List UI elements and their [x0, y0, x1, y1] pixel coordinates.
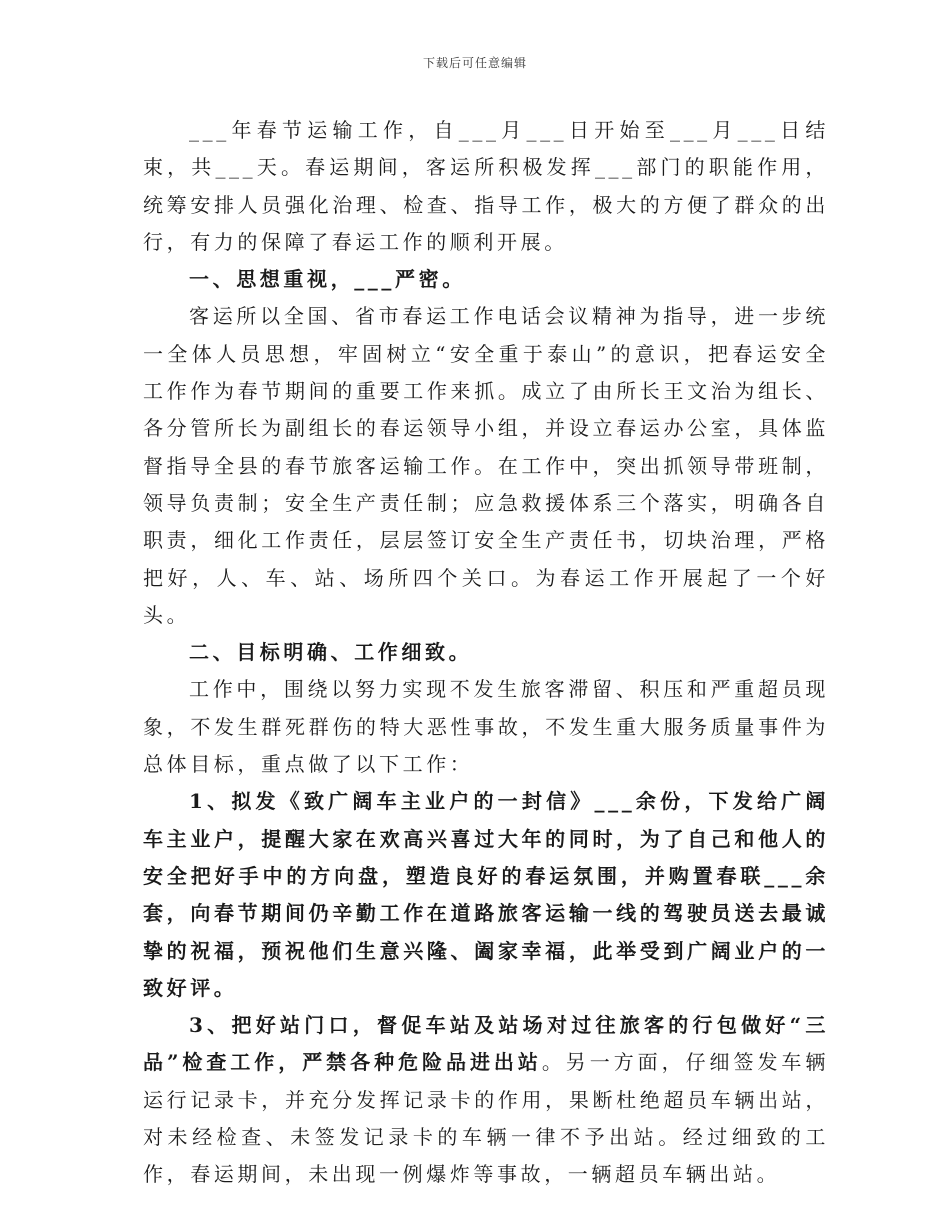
item-3-normal-text: 。另一方面，仔细签发车辆运行记录卡，并充分发挥记录卡的作用，果断杜绝超员车辆出站，对未经检查、未签发记录卡的车辆一律不予出站。经过细致的工作，春运期间，未出现一例爆炸等事故，一辆超员车辆出站。 — [143, 1050, 829, 1187]
section-2-intro-paragraph: 工作中，围绕以努力实现不发生旅客滞留、积压和严重超员现象，不发生群死群伤的特大恶性事故，不发生重大服务质量事件为总体目标，重点做了以下工作： — [143, 677, 829, 777]
section-heading-1: 一、思想重视，___严密。 — [189, 267, 466, 292]
intro-paragraph: ___年春节运输工作，自___月___日开始至___月___日结束，共___天。春运期间，客运所积极发挥___部门的职能作用，统筹安排人员强化治理、检查、指导工作，极大的方便了群众的出行，有力的保障了春运工作的顺利开展。 — [143, 118, 829, 254]
section-heading-2: 二、目标明确、工作细致。 — [189, 640, 473, 665]
document-body — [143, 112, 829, 1194]
item-3-paragraph — [143, 1007, 829, 1193]
page-header: 下载后可任意编辑 — [422, 56, 527, 70]
item-3-bold-text: 3、把好站门口，督促车站及站场对过往旅客的行包做好“三品”检查工作，严禁各种危险品进出站 — [143, 1013, 829, 1075]
section-1-paragraph: 客运所以全国、省市春运工作电话会议精神为指导，进一步统一全体人员思想，牢固树立“安全重于泰山”的意识，把春运安全工作作为春节期间的重要工作来抓。成立了由所长王文治为组长、各分管所长为副组长的春运领导小组，并设立春运办公室，具体监督指导全县的春节旅客运输工作。在工作中，突出抓领导带班制，领导负责制；安全生产责任制；应急救援体系三个落实，明确各自职责，细化工作责任，层层签订安全生产责任书，切块治理，严格把好，人、车、站、场所四个关口。为春运工作开展起了一个好头。 — [143, 304, 829, 627]
item-1-paragraph: 1、拟发《致广阔车主业户的一封信》___余份，下发给广阔车主业户，提醒大家在欢高兴喜过大年的同时，为了自己和他人的安全把好手中的方向盘，塑造良好的春运氛围，并购置春联___余套，向春节期间仍辛勤工作在道路旅客运输一线的驾驶员送去最诚挚的祝福，预祝他们生意兴隆、阖家幸福，此举受到广阔业户的一致好评。 — [143, 789, 829, 1000]
